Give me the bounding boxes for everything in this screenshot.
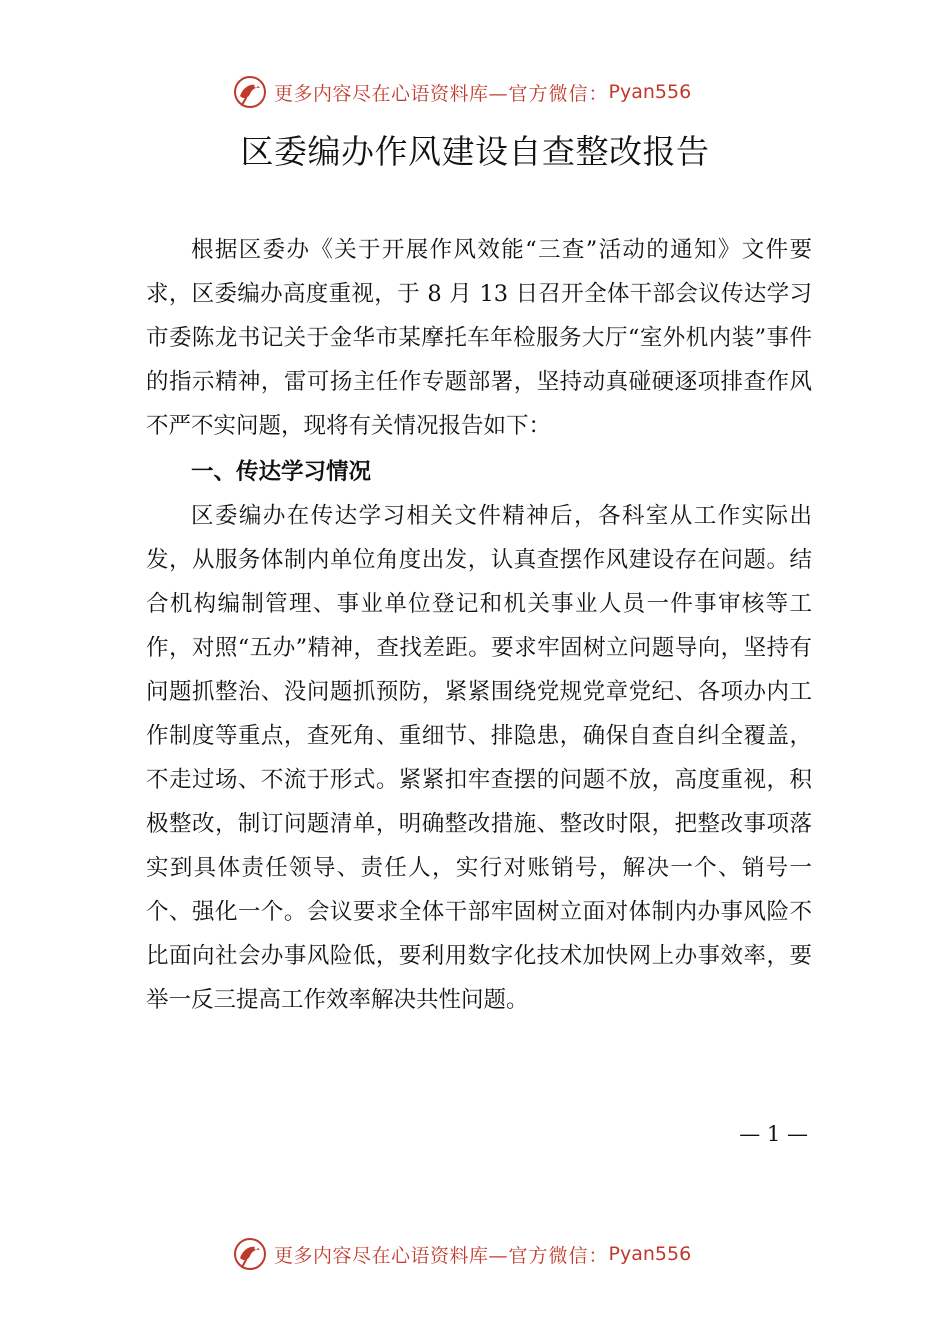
document-title: 区委编办作风建设自查整改报告 (240, 132, 710, 171)
watermark-slogan: 更多内容尽在心语资料库 (274, 82, 489, 105)
section-heading: 一、传达学习情况 (191, 459, 372, 485)
page-number: — 1 — (739, 1122, 808, 1146)
watermark-wechat-label: —官方微信： (488, 1244, 609, 1267)
watermark-wechat-label: —官方微信： (488, 82, 609, 105)
intro-paragraph: 根据区委办《关于开展作风效能“三查”活动的通知》文件要求，区委编办高度重视，于 8 月 13 日召开全体干部会议传达学习市委陈龙书记关于金华市某摩托车年检服务大厅“室外机内装”事件的指示精神，雷可扬主任作专题部署，坚持动真碰硬逐项排查作风不严不实问题，现将有关情况报告如下： (146, 237, 812, 439)
red-bird-seal-icon (232, 1236, 268, 1272)
watermark-slogan: 更多内容尽在心语资料库 (274, 1244, 489, 1267)
watermark-wechat-id: Pyan556 (608, 1243, 692, 1265)
watermark-wechat-id: Pyan556 (608, 81, 692, 103)
watermark-footer (232, 1234, 752, 1274)
red-bird-seal-icon (232, 74, 268, 110)
watermark-header (232, 72, 752, 112)
document-body (146, 228, 812, 1022)
section-paragraph: 区委编办在传达学习相关文件精神后，各科室从工作实际出发，从服务体制内单位角度出发，认真查摆作风建设存在问题。结合机构编制管理、事业单位登记和机关事业人员一件事审核等工作，对照“五办”精神，查找差距。要求牢固树立问题导向，坚持有问题抓整治、没问题抓预防，紧紧围绕党规党章党纪、各项办内工作制度等重点，查死角、重细节、排隐患，确保自查自纠全覆盖，不走过场、不流于形式。紧紧扣牢查摆的问题不放，高度重视，积极整改，制订问题清单，明确整改措施、整改时限，把整改事项落实到具体责任领导、责任人，实行对账销号，解决一个、销号一个、强化一个。会议要求全体干部牢固树立面对体制内办事风险不比面向社会办事风险低，要利用数字化技术加快网上办事效率，要举一反三提高工作效率解决共性问题。 (146, 503, 812, 1013)
